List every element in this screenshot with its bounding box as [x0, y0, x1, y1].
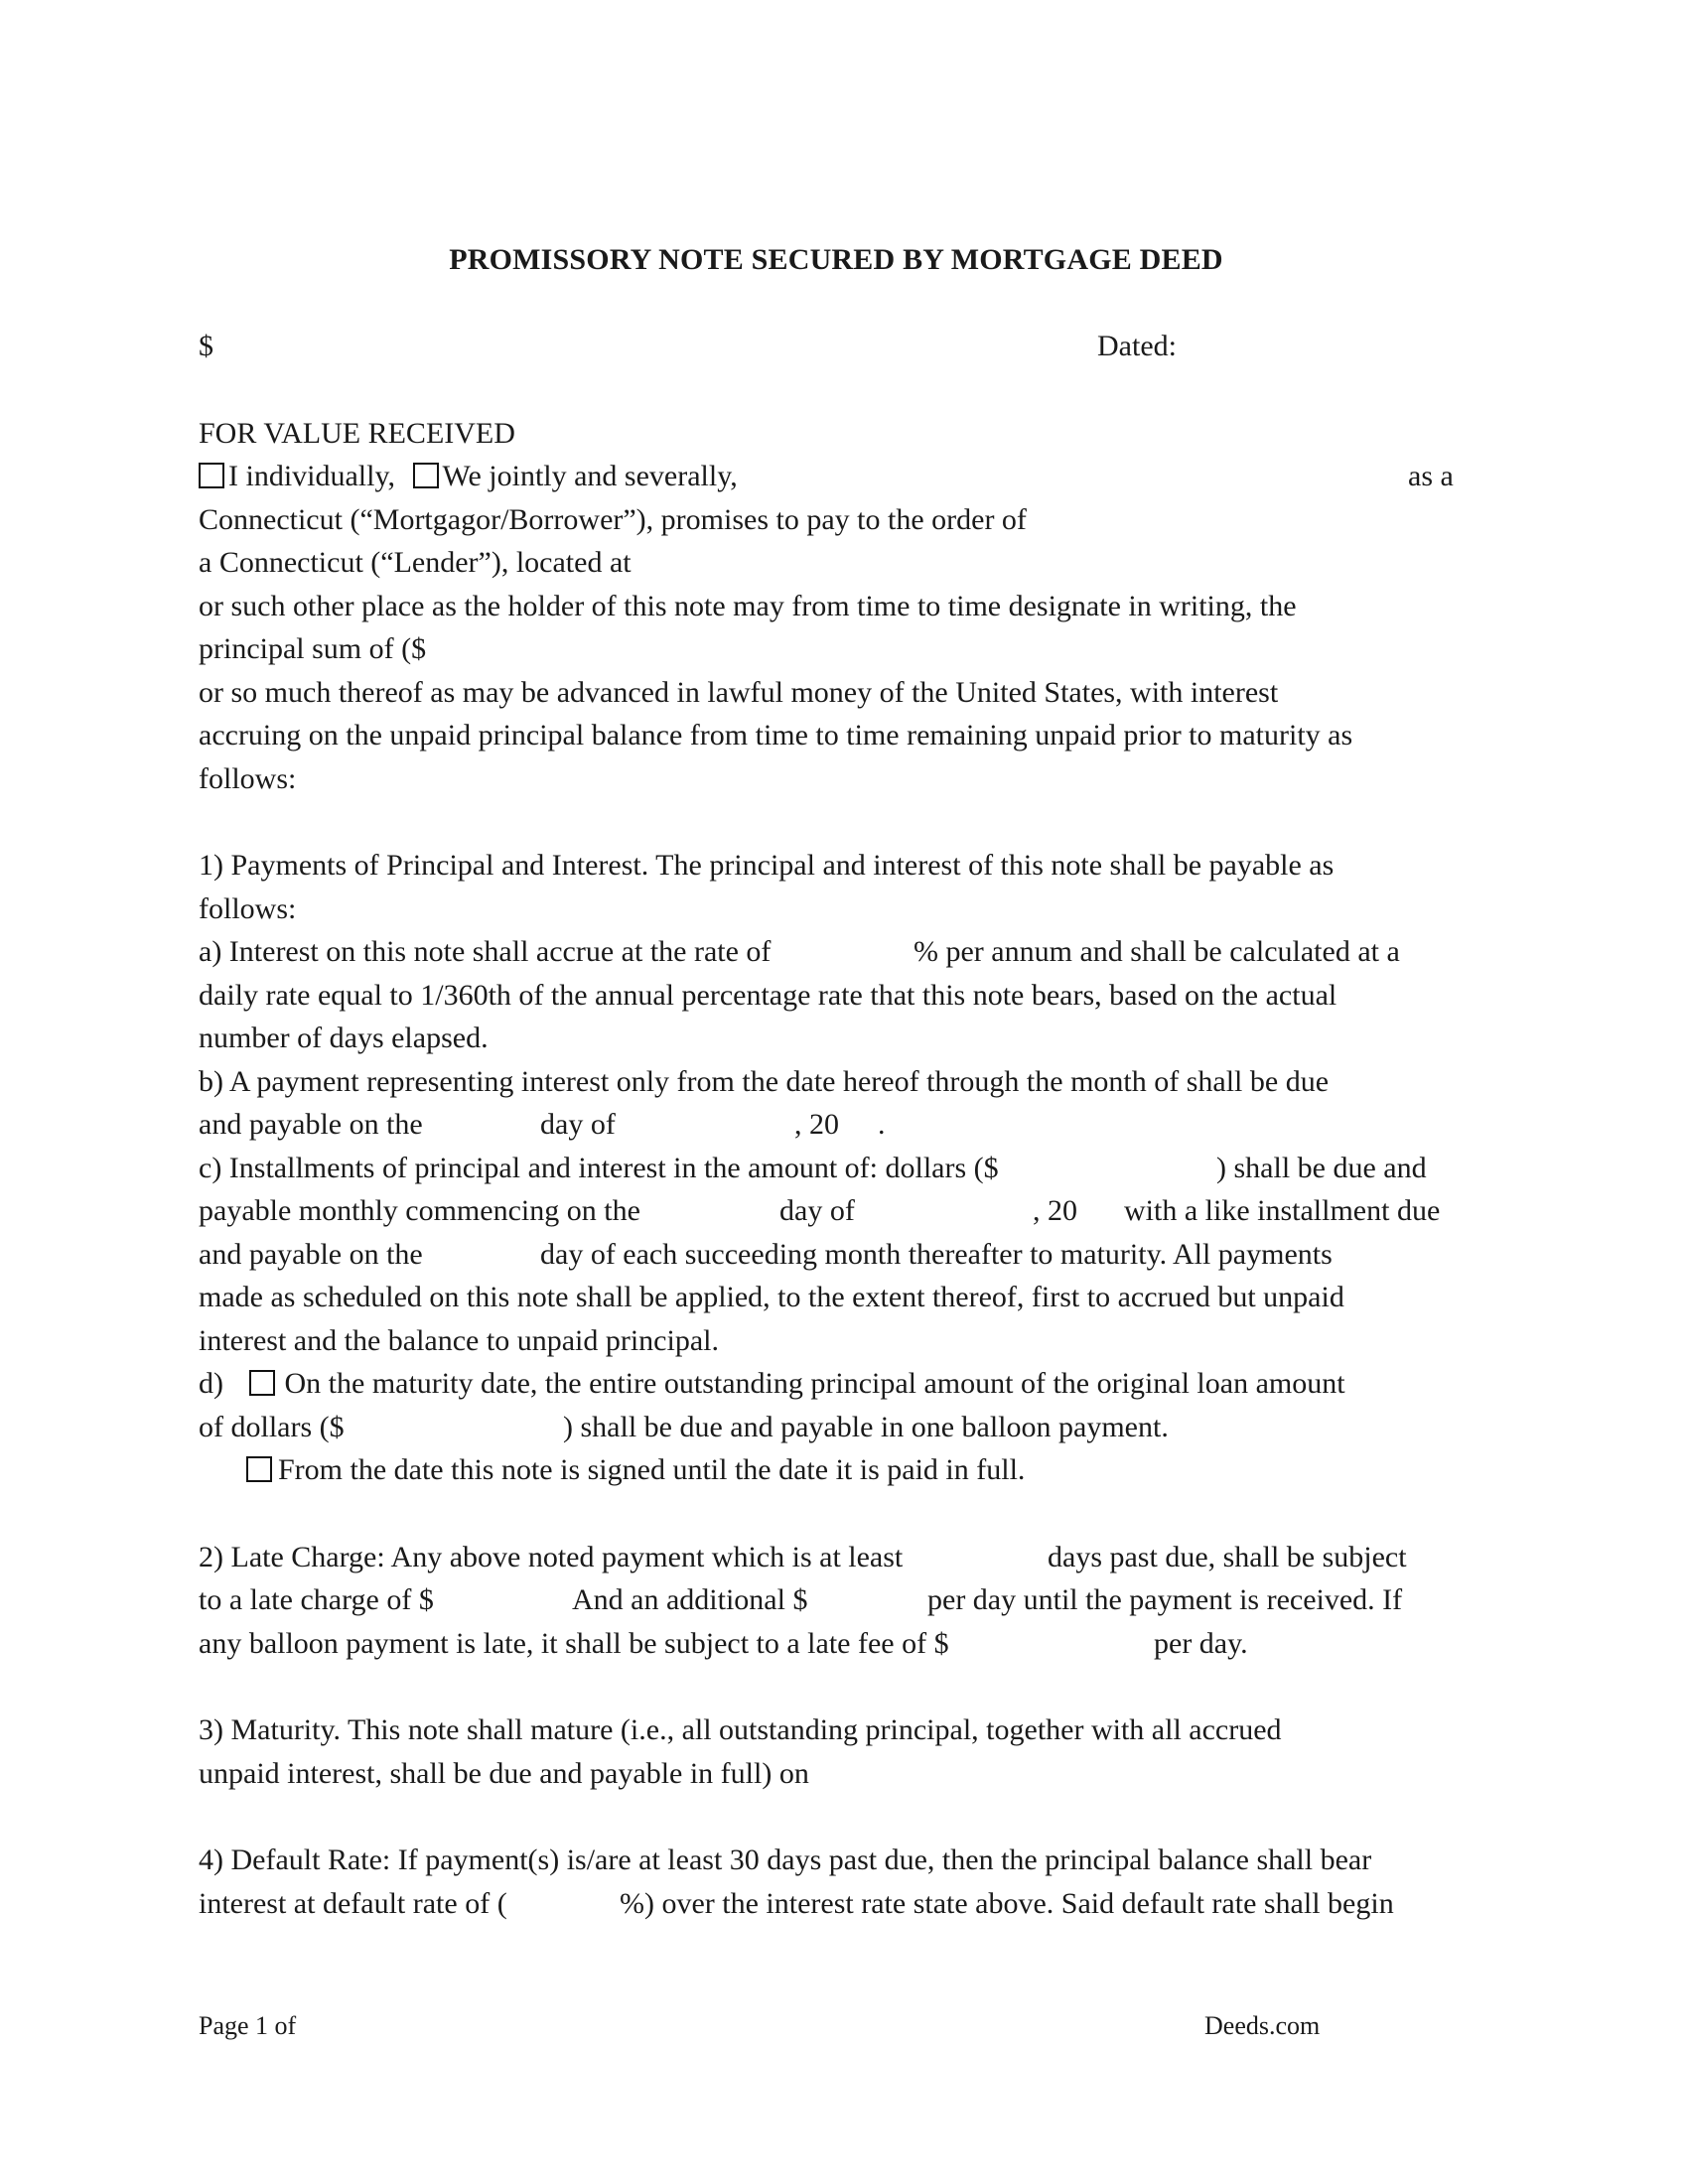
s3-line-1: 3) Maturity. This note shall mature (i.e., all outstanding principal, together with all accrued [199, 1713, 1282, 1746]
dated-label: Dated: [1097, 330, 1177, 362]
individual-checkbox[interactable] [199, 463, 224, 488]
s1-line-1: 1) Payments of Principal and Interest. The principal and interest of this note shall be payable as [199, 849, 1335, 882]
s1c-line-2b: day of [779, 1194, 855, 1227]
s1a-line-1: a) Interest on this note shall accrue at the rate of [199, 935, 772, 968]
s1c-line-3b: day of each succeeding month thereafter to maturity. All payments [540, 1238, 1333, 1271]
s1d-line-2b: ) shall be due and payable in one balloon payment. [563, 1411, 1169, 1443]
s3-line-2: unpaid interest, shall be due and payable in full) on [199, 1757, 809, 1790]
paid-in-full-checkbox[interactable] [246, 1456, 272, 1482]
s1d3-text: From the date this note is signed until the date it is paid in full. [278, 1453, 1026, 1486]
intro-line-4: a Connecticut (“Lender”), located at [199, 546, 632, 579]
s1b-line-2d: . [878, 1108, 886, 1141]
s1d-line-3 [246, 1450, 1025, 1490]
s1d-line-1 [199, 1364, 1345, 1404]
s1c-line-2d: with a like installment due [1124, 1194, 1441, 1227]
s1b-line-2b: day of [540, 1108, 616, 1141]
intro-line-6: principal sum of ($ [199, 632, 427, 665]
jointly-label: We jointly and severally, [442, 460, 738, 492]
balloon-checkbox[interactable] [249, 1370, 275, 1396]
s4-line-2a: interest at default rate of ( [199, 1887, 507, 1920]
s1a-line-2: daily rate equal to 1/360th of the annual percentage rate that this note bears, based on the actual [199, 979, 1337, 1012]
borrower-options-line [199, 457, 738, 496]
intro-line-5: or such other place as the holder of this note may from time to time designate in writing, the [199, 590, 1297, 622]
s1a-line-1b: % per annum and shall be calculated at a [914, 935, 1400, 968]
intro-line-7: or so much thereof as may be advanced in lawful money of the United States, with interest [199, 676, 1279, 709]
s4-line-1: 4) Default Rate: If payment(s) is/are at least 30 days past due, then the principal balance shall bear [199, 1843, 1372, 1876]
s1d-text: On the maturity date, the entire outstanding principal amount of the original loan amount [284, 1367, 1345, 1400]
intro-line-9: follows: [199, 762, 297, 795]
document-title: PROMISSORY NOTE SECURED BY MORTGAGE DEED [449, 243, 1223, 276]
s1c-line-4: made as scheduled on this note shall be applied, to the extent thereof, first to accrued but unpaid [199, 1281, 1344, 1313]
jointly-checkbox[interactable] [413, 463, 439, 488]
amount-label: $ [199, 330, 213, 362]
s2-line-2c: per day until the payment is received. If [927, 1583, 1403, 1616]
s1d-label: d) [199, 1367, 223, 1400]
individual-label: I individually, [228, 460, 396, 492]
s2-line-2b: And an additional $ [572, 1583, 808, 1616]
intro-line-3: Connecticut (“Mortgagor/Borrower”), promises to pay to the order of [199, 503, 1027, 536]
s1b-line-2a: and payable on the [199, 1108, 423, 1141]
s2-line-3a: any balloon payment is late, it shall be subject to a late fee of $ [199, 1627, 949, 1660]
s2-line-3b: per day. [1154, 1627, 1248, 1660]
intro-line-8: accruing on the unpaid principal balance from time to time remaining unpaid prior to maturity as [199, 719, 1353, 751]
s1c-line-5: interest and the balance to unpaid principal. [199, 1324, 719, 1357]
s1c-line-2c: , 20 [1033, 1194, 1077, 1227]
s1c-line-1a: c) Installments of principal and interest in the amount of: dollars ($ [199, 1152, 999, 1184]
s4-line-2b: %) over the interest rate state above. Said default rate shall begin [620, 1887, 1394, 1920]
for-value-received: FOR VALUE RECEIVED [199, 417, 515, 450]
s1b-line-1: b) A payment representing interest only from the date hereof through the month of shall be due [199, 1065, 1330, 1098]
s1a-line-3: number of days elapsed. [199, 1022, 489, 1054]
s2-line-1a: 2) Late Charge: Any above noted payment which is at least [199, 1541, 904, 1573]
page-number: Page 1 of [199, 2011, 297, 2040]
s1c-line-1b: ) shall be due and [1216, 1152, 1427, 1184]
s1c-line-3a: and payable on the [199, 1238, 423, 1271]
s1d-line-2a: of dollars ($ [199, 1411, 345, 1443]
s2-line-2a: to a late charge of $ [199, 1583, 434, 1616]
s1b-line-2c: , 20 [794, 1108, 839, 1141]
site-name: Deeds.com [1204, 2011, 1321, 2040]
s1c-line-2a: payable monthly commencing on the [199, 1194, 640, 1227]
s1-line-2: follows: [199, 892, 297, 925]
as-a-text: as a [1408, 460, 1454, 492]
s2-line-1b: days past due, shall be subject [1048, 1541, 1407, 1573]
